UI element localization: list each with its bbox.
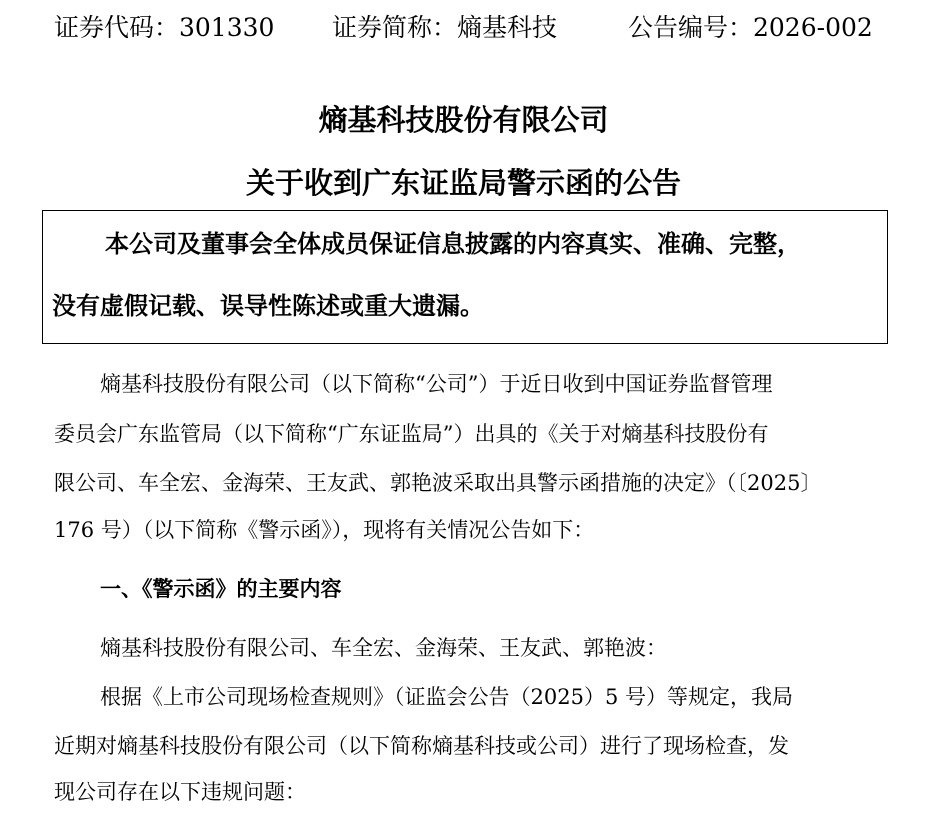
addressees-line: 熵基科技股份有限公司、车全宏、金海荣、王友武、郭艳波：	[100, 636, 667, 660]
intro-paragraph-line-4: 176 号）（以下简称《警示函》），现将有关情况公告如下：	[54, 518, 595, 542]
disclosure-statement-line-1: 本公司及董事会全体成员保证信息披露的内容真实、准确、完整，	[105, 229, 801, 258]
intro-paragraph-line-1: 熵基科技股份有限公司（以下简称“公司”）于近日收到中国证券监督管理	[100, 372, 773, 396]
intro-paragraph-line-3: 限公司、车全宏、金海荣、王友武、郭艳波采取出具警示函措施的决定》（〔2025〕	[54, 471, 822, 495]
body-paragraph-line-2: 近期对熵基科技股份有限公司（以下简称熵基科技或公司）进行了现场检查，发	[54, 734, 789, 758]
body-paragraph-line-1: 根据《上市公司现场检查规则》（证监会公告（2025）5 号）等规定，我局	[100, 685, 793, 709]
announcement-header	[54, 8, 914, 48]
announcement-number: 公告编号：2026-002	[628, 13, 873, 42]
stock-code: 证券代码：301330	[54, 13, 275, 42]
stock-abbreviation: 证券简称：熵基科技	[332, 13, 558, 42]
intro-paragraph-line-2: 委员会广东监管局（以下简称“广东证监局”）出具的《关于对熵基科技股份有	[54, 422, 769, 446]
body-paragraph-line-3: 现公司存在以下违规问题：	[54, 780, 306, 804]
disclosure-statement-line-2: 没有虚假记载、误导性陈述或重大遗漏。	[52, 291, 484, 320]
company-title: 熵基科技股份有限公司	[318, 103, 609, 137]
disclosure-statement-box	[42, 210, 888, 344]
section-heading: 一、《警示函》的主要内容	[100, 576, 342, 601]
announcement-title: 关于收到广东证监局警示函的公告	[245, 166, 681, 200]
